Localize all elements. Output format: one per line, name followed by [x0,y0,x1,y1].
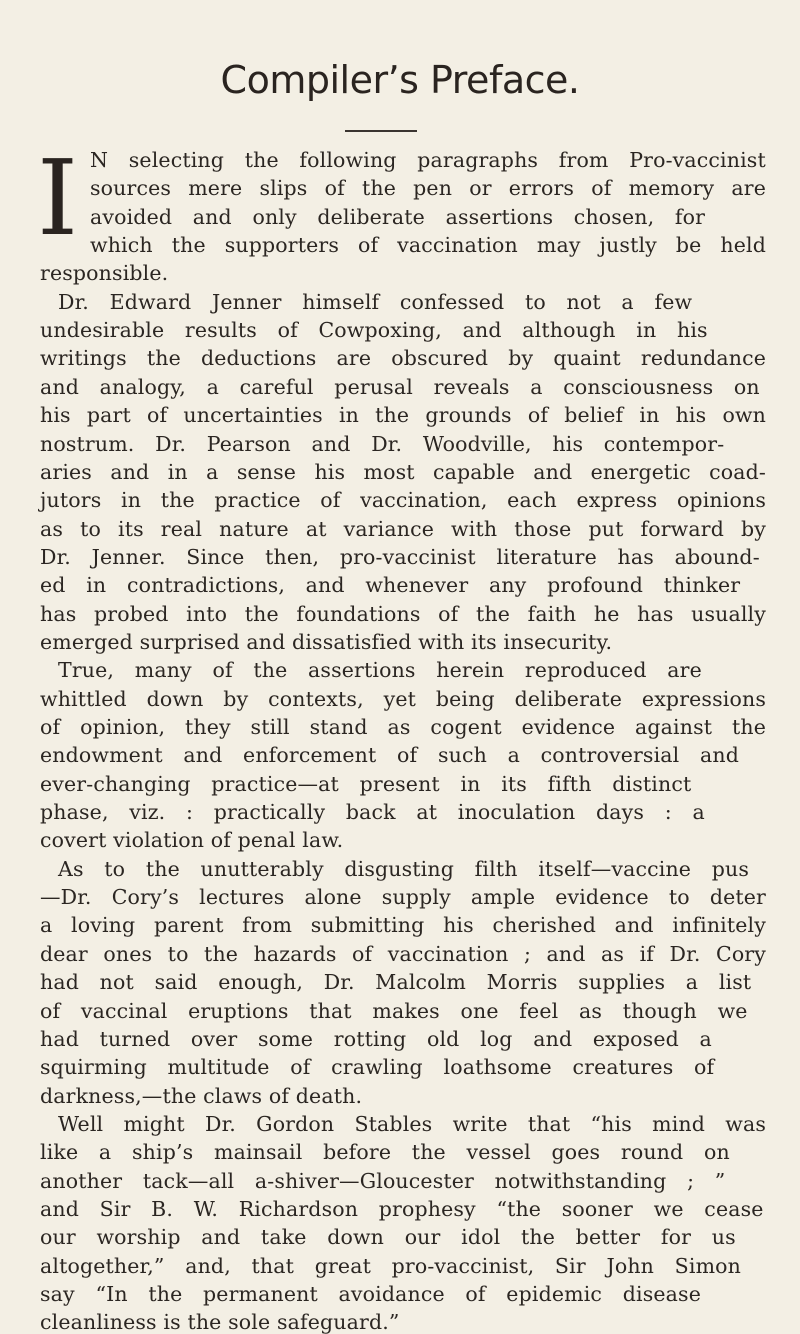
text-line: writings the deductions are obscured by quaint redundance [40,346,766,370]
text-line: and analogy, a careful perusal reveals a consciousness on [40,375,760,399]
text-line: ed in contradictions, and whenever any profound thinker [40,573,741,597]
text-line: jutors in the practice of vaccination, each express opinions [40,488,766,512]
text-line: his part of uncertainties in the grounds of belief in his own [40,403,766,427]
text-line: our worship and take down our idol the better for us [40,1225,736,1249]
text-line: aries and in a sense his most capable and energetic coad- [40,460,766,484]
text-line: and Sir B. W. Richardson prophesy “the sooner we cease [40,1197,764,1221]
text-line: —Dr. Cory’s lectures alone supply ample evidence to deter [40,885,766,909]
title-rule [345,130,417,132]
text-line: of opinion, they still stand as cogent evidence against the [40,715,766,739]
text-line: Dr. Jenner. Since then, pro-vaccinist literature has abound- [40,545,760,569]
text-line: emerged surprised and dissatisfied with its insecurity. [40,630,613,654]
text-line: darkness,—the claws of death. [40,1084,363,1108]
text-line: another tack—all a-shiver—Gloucester notwithstanding ; ” [40,1169,726,1193]
text-line: had not said enough, Dr. Malcolm Morris supplies a list [40,970,752,994]
text-line: which the supporters of vaccination may justly be held [90,233,766,257]
text-line: endowment and enforcement of such a controversial and [40,743,740,767]
text-line: N selecting the following paragraphs from Pro-vaccinist [90,148,766,172]
text-line: phase, viz. : practically back at inoculation days : a [40,800,705,824]
text-line: ever-changing practice—at present in its fifth distinct [40,772,692,796]
text-line: of vaccinal eruptions that makes one feel as though we [40,999,748,1023]
text-line: sources mere slips of the pen or errors of memory are [90,176,766,200]
text-line: cleanliness is the sole safeguard.” [40,1310,400,1334]
text-line: a loving parent from submitting his cherished and infinitely [40,913,766,937]
text-line: As to the unutterably disgusting filth itself—vaccine pus [58,857,750,881]
text-line: covert violation of penal law. [40,828,344,852]
text-line: undesirable results of Cowpoxing, and although in his [40,318,708,342]
text-line: altogether,” and, that great pro-vaccinist, Sir John Simon [40,1254,742,1278]
text-line: avoided and only deliberate assertions chosen, for [90,205,706,229]
text-line: like a ship’s mainsail before the vessel goes round on [40,1140,730,1164]
text-line: Dr. Edward Jenner himself confessed to not a few [58,290,693,314]
text-line: dear ones to the hazards of vaccination ; and as if Dr. Cory [40,942,766,966]
text-line: squirming multitude of crawling loathsome creatures of [40,1055,715,1079]
page-title: Compiler’s Preface. [220,58,580,102]
text-line: Well might Dr. Gordon Stables write that “his mind was [58,1112,766,1136]
text-line: as to its real nature at variance with those put forward by [40,517,766,541]
text-line: has probed into the foundations of the faith he has usually [40,602,766,626]
text-line: say “In the permanent avoidance of epidemic disease [40,1282,701,1306]
text-line: responsible. [40,261,169,285]
drop-cap: I [37,137,79,259]
text-line: whittled down by contexts, yet being deliberate expressions [40,687,766,711]
text-line: nostrum. Dr. Pearson and Dr. Woodville, his contempor- [40,432,725,456]
text-line: True, many of the assertions herein reproduced are [58,658,702,682]
text-line: had turned over some rotting old log and exposed a [40,1027,712,1051]
